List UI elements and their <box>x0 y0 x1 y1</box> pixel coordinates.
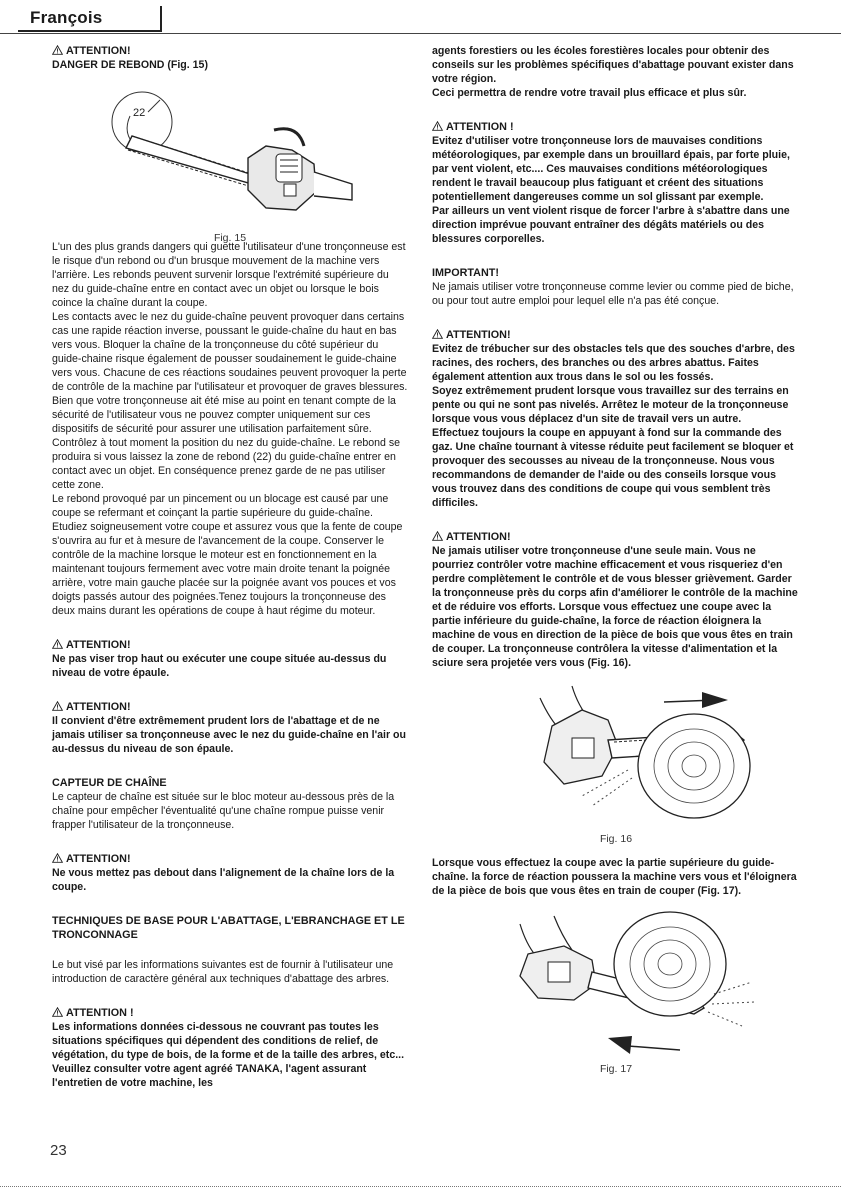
language-label: François <box>30 8 103 27</box>
figure-caption: Fig. 16 <box>599 833 633 845</box>
warning-heading: ATTENTION ! <box>432 120 800 134</box>
warning-text: Il convient d'être extrêmement prudent lors de l'abattage et de ne jamais utiliser sa tronçonneuse avec le nez du guide-chaîne en l'air ou au-dessus du niveau de son épaule. <box>52 715 406 755</box>
warning-heading: ATTENTION ! <box>52 1006 408 1020</box>
page-number: 23 <box>50 1142 67 1159</box>
body-paragraph: Ceci permettra de rendre votre travail plus efficace et plus sûr. <box>432 87 747 99</box>
warning-heading: ATTENTION! <box>432 530 800 544</box>
warning-text: Ne jamais utiliser votre tronçonneuse d'une seule main. Vous ne pourriez contrôler votre machine efficacement et vous risqueriez d'en perdre complètement le contrôle et de vous blesser grièvement. Garder la tronçonneuse près du corps afin d'améliorer le contrôle de la machine et de réduire vos efforts. Lorsque vous effectuez une coupe avec la partie inférieure du guide-chaîne, la force de réaction éloignera la machine de vous en direction de la pièce de bois que vous êtes en train de couper. La tronçonneuse contrôlera la vitesse d'alimentation et la sciure sera projetée vers vous (Fig. 16). <box>432 545 798 669</box>
warning-triangle-icon <box>432 531 443 541</box>
header-rule <box>0 33 841 34</box>
warning-triangle-icon <box>52 853 63 863</box>
body-paragraph: Bien que votre tronçonneuse ait été mise au point en tenant compte de la sécurité de l'utilisateur vous ne pouvez compter uniquement sur ces dispositifs de sécurité pour assurer une utilisation parfaitement sûre. Contrôlez à tout moment la position du nez du guide-chaîne. Le rebond se produira si vous laissez la zone de rebond (22) du guide-chaîne entrer en contact avec un objet. En conséquence prenez garde de ne pas utiliser cette zone. <box>52 395 401 491</box>
body-paragraph: Le capteur de chaîne est située sur le bloc moteur au-dessous près de la chaîne pour empêcher l'éventualité qu'une chaîne rompue puisse venir frapper l'utilisateur de la tronçonneuse. <box>52 791 395 831</box>
warning-triangle-icon <box>52 639 63 649</box>
warning-heading: ATTENTION! <box>52 852 408 866</box>
warning-heading: ATTENTION! <box>52 638 408 652</box>
top-cut-illustration <box>432 908 800 1058</box>
figure-caption: Fig. 15 <box>213 232 247 244</box>
right-column <box>432 44 800 1074</box>
figure-15 <box>52 72 408 244</box>
important-heading: IMPORTANT! <box>432 267 499 279</box>
left-column <box>52 44 408 1090</box>
warning-triangle-icon <box>52 1007 63 1017</box>
warning-triangle-icon <box>52 701 63 711</box>
warning-heading: ATTENTION! <box>432 328 800 342</box>
body-paragraph: Le rebond provoqué par un pincement ou un blocage est causé par une coupe se refermant et coinçant la partie supérieure du guide-chaîne. Etudiez soigneusement votre coupe et assurez vous que la fente de coupe s'ouvrira au fur et à mesure de l'avancement de la coupe. Conserver le contrôle de la machine lorsque le moteur est en fonctionnement en la maintenant toujours fermement avec votre main droite tenant la poignée arrière, votre main gauche placée sur la poignée avant vos pouces et vos doigts passés autour des poignées.Tenez toujours la tronçonneuse des deux mains durant les opérations de coupe à haut régime du moteur. <box>52 493 403 617</box>
body-paragraph: agents forestiers ou les écoles forestières locales pour obtenir des conseils sur les problèmes spécifiques d'abattage pouvant exister dans votre région. <box>432 45 794 85</box>
body-paragraph: Ne jamais utiliser votre tronçonneuse comme levier ou comme pied de biche, ou pour tout autre emploi pour lequel elle n'a pas été conçue. <box>432 281 794 307</box>
warning-triangle-icon <box>432 121 443 131</box>
warning-text: Soyez extrêmement prudent lorsque vous travaillez sur des terrains en pente ou qui ne sont pas nivelés. Arrêtez le moteur de la tronçonneuse lorsque vous vous déplacez d'un site de travail vers un autre. <box>432 385 789 425</box>
section-heading: TECHNIQUES DE BASE POUR L'ABATTAGE, L'EBRANCHAGE ET LE TRONCONNAGE <box>52 915 405 941</box>
footer-rule <box>0 1186 841 1187</box>
chainsaw-kickback-illustration <box>52 72 408 227</box>
warning-heading: ATTENTION! <box>52 700 408 714</box>
figure-17 <box>432 908 800 1074</box>
figure-caption: Fig. 17 <box>599 1063 633 1075</box>
body-paragraph: Lorsque vous effectuez la coupe avec la partie supérieure du guide-chaîne. la force de réaction poussera la machine vers vous et l'éloignera de la pièce de bois que vous êtes en train de couper (Fig. 17). <box>432 857 797 897</box>
body-paragraph: L'un des plus grands dangers qui guette l'utilisateur d'une tronçonneuse est le risque d'un rebond ou d'un brusque mouvement de la machine vers l'arrière. Les rebonds peuvent survenir lorsque l'extrémité supérieure du nez du guide-chaîne entre en contact avec un objet ou lorsque le bois coince la chaîne durant la coupe. <box>52 241 406 309</box>
warning-text: Evitez d'utiliser votre tronçonneuse lors de mauvaises conditions météorologiques, par exemple dans un brouillard épais, par forte pluie, par vent violent, etc.... Ces mauvaises conditions météorologiques rendent le travail beaucoup plus fatiguant et créent des situations potentiellement dangereuses comme un sol glissant par exemple. <box>432 135 790 203</box>
warning-text: Par ailleurs un vent violent risque de forcer l'arbre à s'abattre dans une direction imprévue pouvant entraîner des dégâts matériels ou des blessures corporelles. <box>432 205 790 245</box>
warning-text: Evitez de trébucher sur des obstacles tels que des souches d'arbre, des racines, des rochers, des branches ou des arbres abattus. Faites également attention aux trous dans le sol ou les fossés. <box>432 343 795 383</box>
body-paragraph: Le but visé par les informations suivantes est de fournir à l'utilisateur une introduction de caractère général aux techniques d'abattage des arbres. <box>52 959 394 985</box>
kickback-zone-label: 22 <box>133 107 146 119</box>
body-paragraph: Les contacts avec le nez du guide-chaîne peuvent provoquer dans certains cas une rapide réaction inverse, poussant le guide-chaîne du haut en bas vers vous. Bloquer la chaîne de la tronçonneuse du côté supérieur du guide-chaine risque également de pousser soudainement le guide-chaine vers vous. Chacune de ces réactions soudaines peuvent provoquer la perte de contrôle de la machine par l'utilisateur et provoquer de graves blessures. <box>52 311 408 393</box>
warning-triangle-icon <box>52 45 63 55</box>
kickback-heading: DANGER DE REBOND (Fig. 15) <box>52 59 208 71</box>
figure-16 <box>432 680 800 846</box>
warning-heading: ATTENTION! <box>52 44 408 58</box>
warning-text: Ne pas viser trop haut ou exécuter une coupe située au-dessus du niveau de votre épaule. <box>52 653 387 679</box>
warning-triangle-icon <box>432 329 443 339</box>
section-heading: CAPTEUR DE CHAÎNE <box>52 777 167 789</box>
underside-cut-illustration <box>432 680 800 828</box>
language-tab <box>18 6 162 32</box>
warning-text: Ne vous mettez pas debout dans l'alignement de la chaîne lors de la coupe. <box>52 867 395 893</box>
warning-text: Les informations données ci-dessous ne couvrant pas toutes les situations spécifiques qui dépendent des conditions de relief, de végétation, du type de bois, de la forme et de la taille des arbres, etc... Veuillez consulter votre agent agréé TANAKA, l'agent assurant l'entretien de votre machine, les <box>52 1021 405 1089</box>
warning-text: Effectuez toujours la coupe en appuyant à fond sur la commande des gaz. Une chaîne tournant à vitesse réduite peut facilement se bloquer et provoquer des secousses au niveau de la tronçonneuse. Nous vous recommandons de demander de l'aide ou des conseils lorsque vous vous trouvez dans des conditions de coupe qui vous semblent très difficiles. <box>432 427 794 509</box>
